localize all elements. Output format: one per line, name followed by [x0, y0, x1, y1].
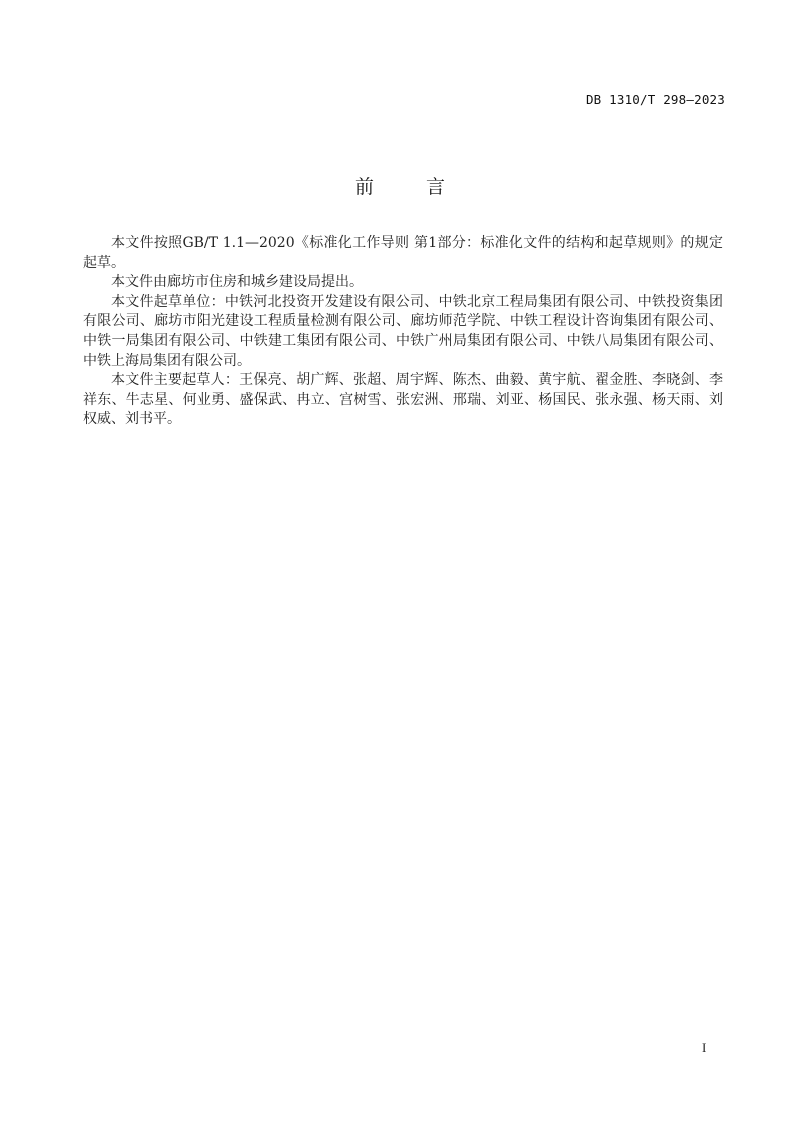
paragraph-drafting-rules: 本文件按照GB/T 1.1—2020《标准化工作导则 第1部分：标准化文件的结构和起草规则》的规定起草。 — [83, 235, 723, 271]
paragraph-proposer: 本文件由廊坊市住房和城乡建设局提出。 — [111, 274, 363, 291]
page-title — [0, 172, 800, 199]
title-char-1: 前 — [354, 176, 374, 198]
standard-code: DB 1310/T 298—2023 — [585, 92, 725, 107]
foreword-body — [83, 234, 723, 430]
paragraph-drafters: 本文件主要起草人：王保亮、胡广辉、张超、周宇辉、陈杰、曲毅、黄宇航、翟金胜、李晓剑、李祥东、牛志星、何业勇、盛保武、冉立、宫树雪、张宏洲、邢瑞、刘亚、杨国民、张永强、杨天雨、刘权威、刘书平。 — [83, 372, 723, 428]
page-number: I — [702, 1040, 707, 1055]
paragraph-drafting-units: 本文件起草单位：中铁河北投资开发建设有限公司、中铁北京工程局集团有限公司、中铁投资集团有限公司、廊坊市阳光建设工程质量检测有限公司、廊坊师范学院、中铁工程设计咨询集团有限公司、中铁一局集团有限公司、中铁建工集团有限公司、中铁广州局集团有限公司、中铁八局集团有限公司、中铁上海局集团有限公司。 — [83, 293, 723, 369]
title-char-2: 言 — [426, 176, 446, 198]
